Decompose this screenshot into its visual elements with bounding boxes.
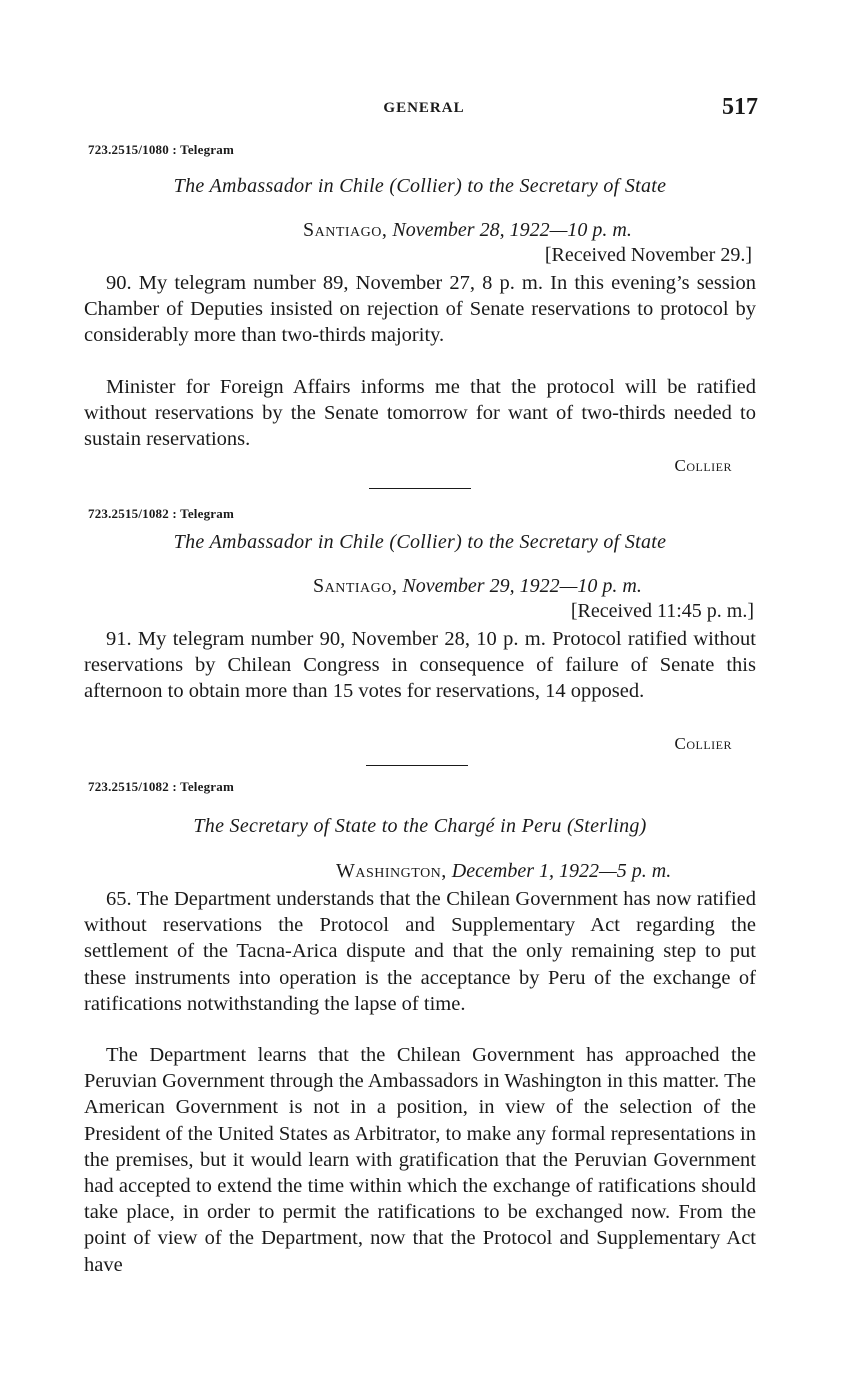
- dateline-date: December 1, 1922—5 p. m.: [451, 860, 672, 882]
- dateline-place: Washington,: [336, 860, 447, 882]
- file-reference: 723.2515/1082 : Telegram: [88, 779, 234, 794]
- dateline: [336, 860, 671, 883]
- dateline-place: Santiago,: [303, 219, 388, 241]
- dateline-place: Santiago,: [313, 575, 398, 597]
- signature: Collier: [674, 734, 732, 753]
- body-paragraph: 91. My telegram number 90, November 28, 10 p. m. Protocol ratified without reservations by Chilean Congress in consequence of failure of Senate this afternoon to obtain more than 15 votes for reservations, 14 opposed.: [84, 628, 756, 703]
- dateline-date: November 28, 1922—10 p. m.: [392, 219, 632, 241]
- dateline: [313, 575, 642, 598]
- file-reference: 723.2515/1082 : Telegram: [88, 506, 234, 521]
- document-title: The Secretary of State to the Chargé in Peru (Sterling): [193, 815, 647, 837]
- running-head: [84, 96, 756, 126]
- running-title: GENERAL: [383, 100, 465, 116]
- section-divider: [369, 488, 471, 489]
- received-note: [Received November 29.]: [544, 244, 752, 266]
- signature: Collier: [674, 456, 732, 475]
- body-paragraph: 90. My telegram number 89, November 27, 8 p. m. In this evening’s session Chamber of Deputies insisted on rejection of Senate reservations to protocol by considerably more than two-thirds majority.: [84, 272, 756, 347]
- file-reference: 723.2515/1080 : Telegram: [88, 142, 234, 157]
- section-divider: [366, 765, 468, 766]
- body-paragraph: 65. The Department understands that the Chilean Government has now ratified without reservations the Protocol and Supplementary Act regarding the settlement of the Tacna-Arica dispute and that the only remaining step to put these instruments into operation is the acceptance by Peru of the exchange of ratifications notwithstanding the lapse of time.: [84, 888, 756, 1015]
- body-paragraph: The Department learns that the Chilean Government has approached the Peruvian Government through the Ambassadors in Washington in this matter. The American Government is not in a position, in view of the selection of the President of the United States as Arbitrator, to make any formal representations in the premises, but it would learn with gratification that the Peruvian Government had accepted to extend the time within which the exchange of ratifications should take place, in order to permit the ratifications to be exchanged now. From the point of view of the Department, now that the Protocol and Supplementary Act have: [84, 1044, 756, 1276]
- received-note: [Received 11:45 p. m.]: [570, 600, 754, 622]
- dateline: [303, 219, 632, 242]
- document-title: The Ambassador in Chile (Collier) to the Secretary of State: [173, 531, 667, 553]
- page-number: 517: [722, 94, 758, 120]
- dateline-date: November 29, 1922—10 p. m.: [402, 575, 642, 597]
- body-paragraph: Minister for Foreign Affairs informs me that the protocol will be ratified without reservations by the Senate tomorrow for want of two-thirds needed to sustain reservations.: [84, 376, 756, 451]
- document-title: The Ambassador in Chile (Collier) to the Secretary of State: [173, 175, 667, 197]
